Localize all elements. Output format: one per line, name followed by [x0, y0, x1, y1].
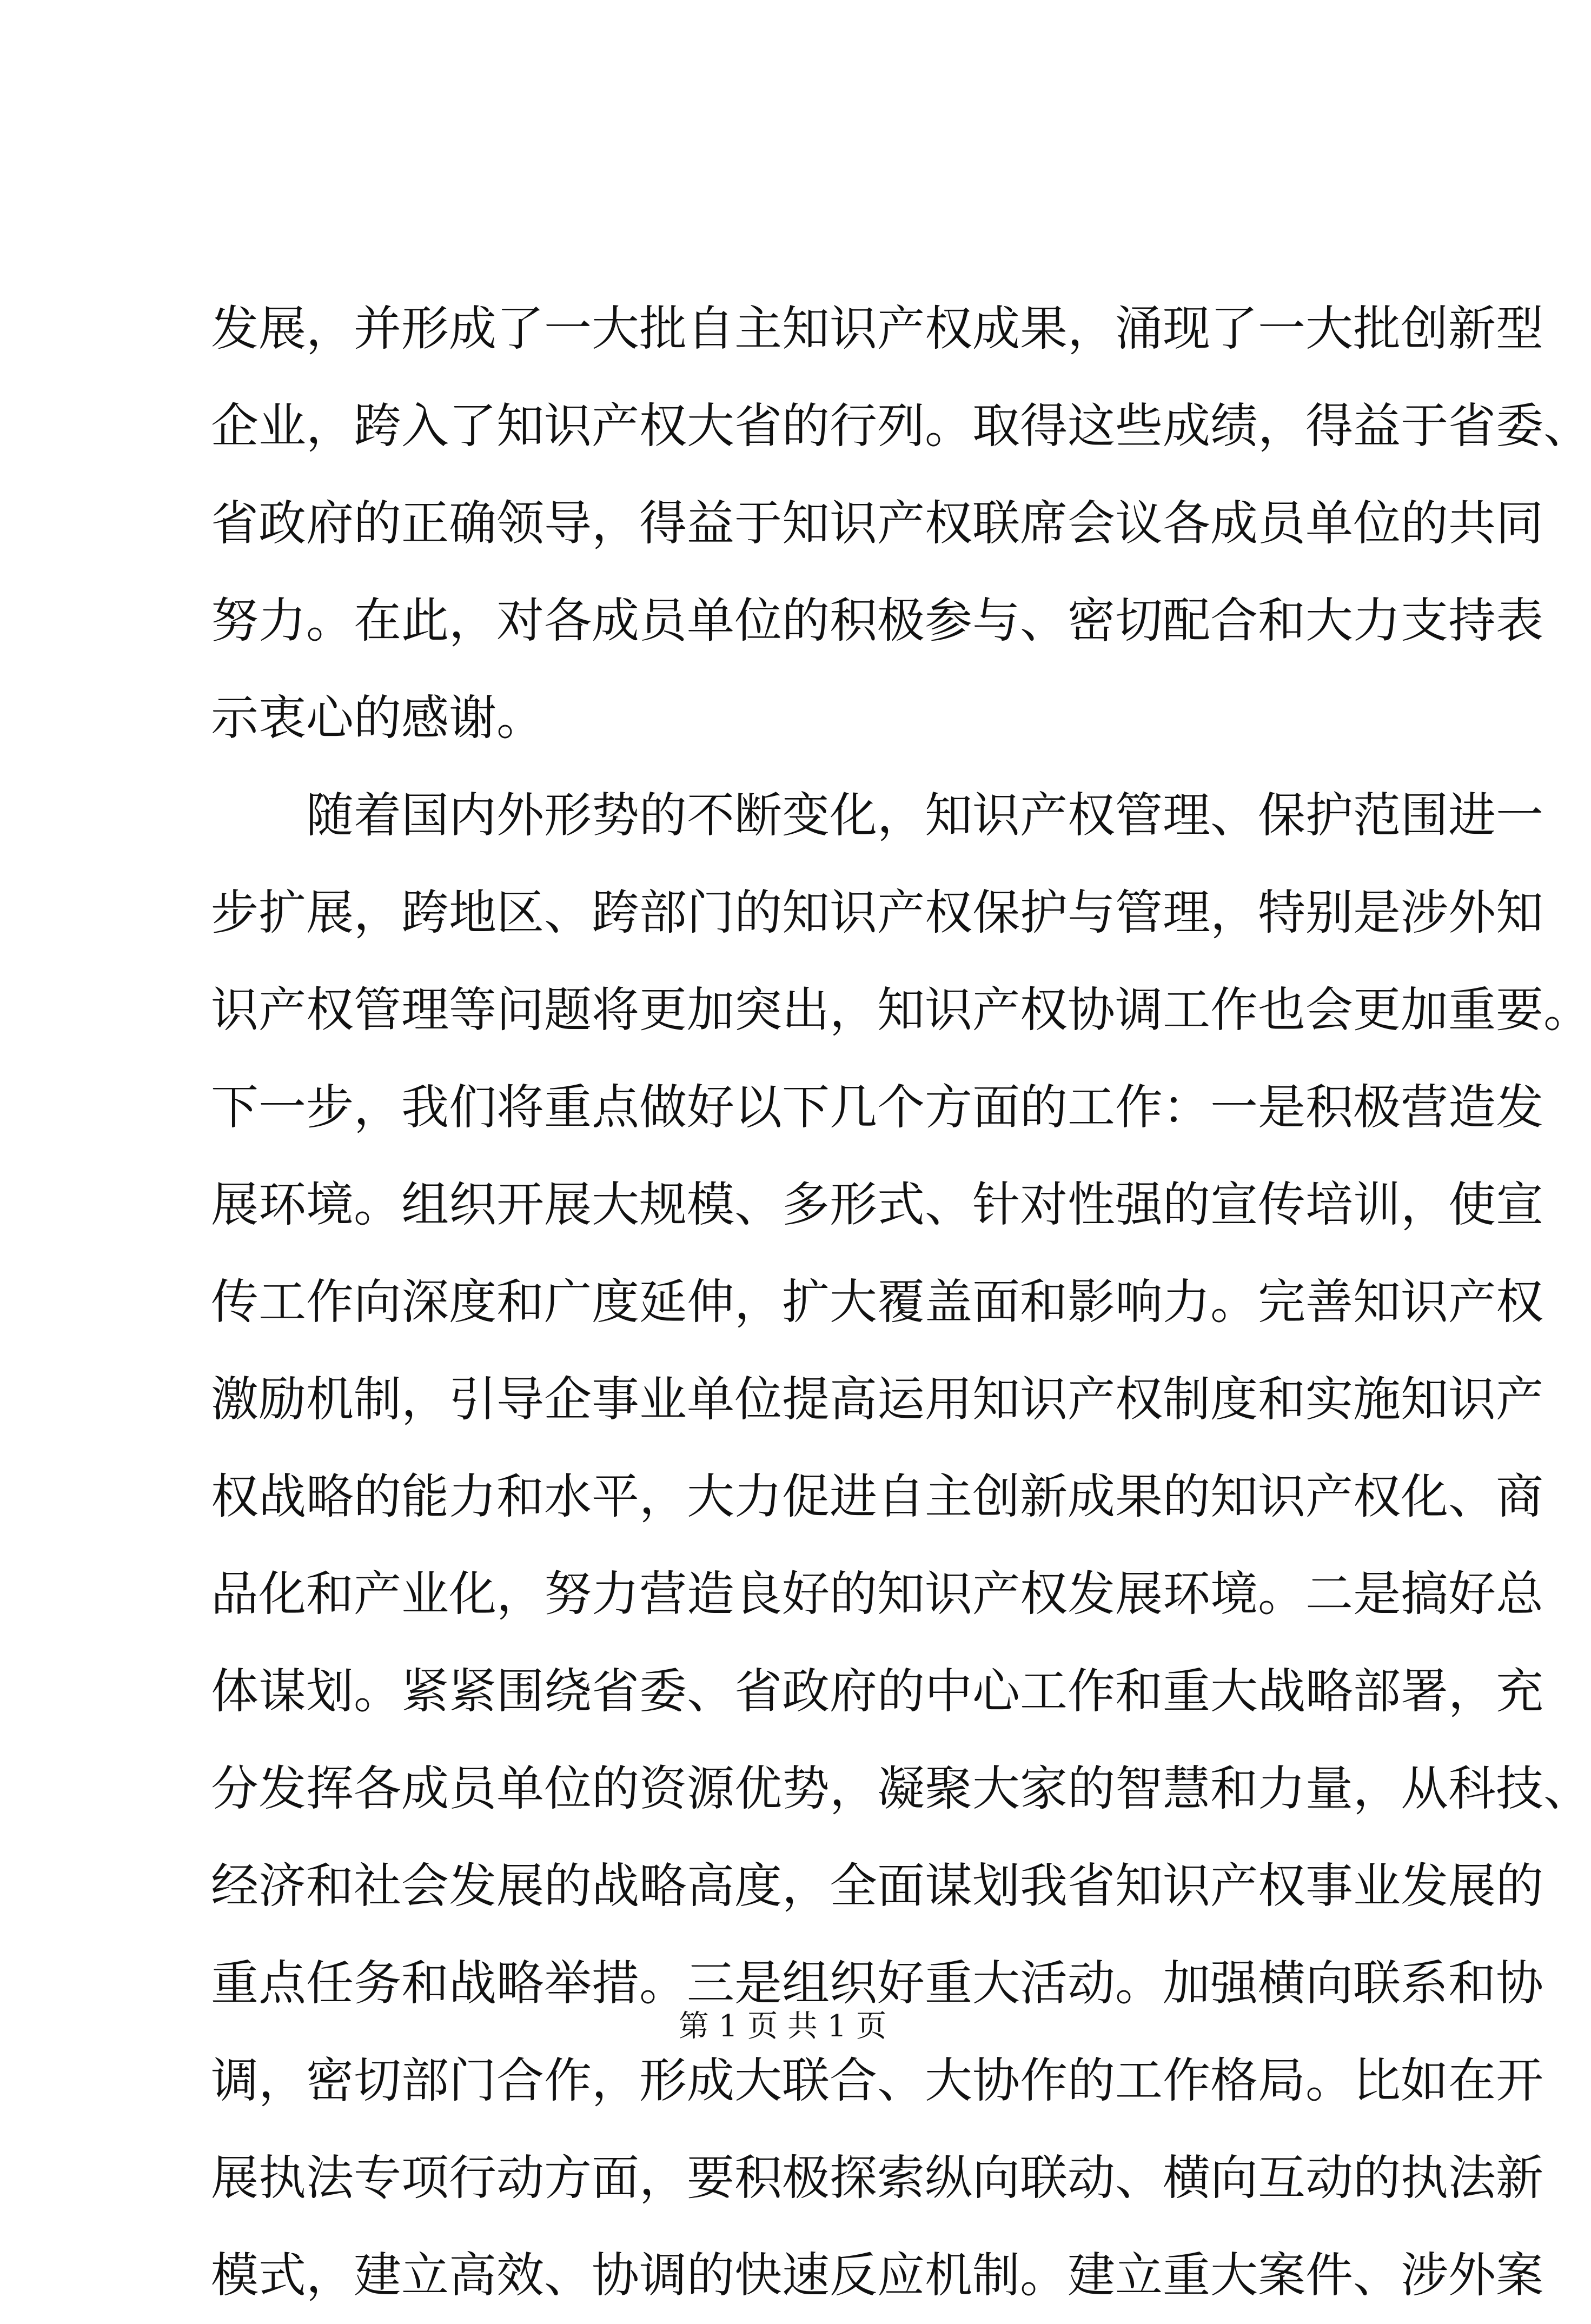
text-line: 激励机制，引导企事业单位提高运用知识产权制度和实施知识产	[211, 1371, 1544, 1427]
text-line: 分发挥各成员单位的资源优势，凝聚大家的智慧和力量，从科技、	[211, 1761, 1591, 1816]
text-line: 随着国内外形势的不断变化，知识产权管理、保护范围进一	[306, 787, 1544, 843]
text-line: 识产权管理等问题将更加突出，知识产权协调工作也会更加重要。	[211, 982, 1591, 1038]
text-line: 展环境。组织开展大规模、多形式、针对性强的宣传培训，使宣	[211, 1177, 1544, 1232]
text-line: 下一步，我们将重点做好以下几个方面的工作：一是积极营造发	[211, 1079, 1544, 1135]
text-line: 传工作向深度和广度延伸，扩大覆盖面和影响力。完善知识产权	[211, 1274, 1544, 1330]
text-line: 模式，建立高效、协调的快速反应机制。建立重大案件、涉外案	[211, 2247, 1544, 2303]
text-line: 步扩展，跨地区、跨部门的知识产权保护与管理，特别是涉外知	[211, 885, 1544, 940]
text-line: 重点任务和战略举措。三是组织好重大活动。加强横向联系和协	[211, 1955, 1544, 2011]
page-number-footer: 第 1 页 共 1 页	[678, 2009, 887, 2044]
text-line: 经济和社会发展的战略高度，全面谋划我省知识产权事业发展的	[211, 1858, 1544, 1914]
text-line: 发展，并形成了一大批自主知识产权成果，涌现了一大批创新型	[211, 301, 1544, 356]
text-line: 企业，跨入了知识产权大省的行列。取得这些成绩，得益于省委、	[211, 398, 1591, 454]
text-line: 权战略的能力和水平，大力促进自主创新成果的知识产权化、商	[211, 1469, 1544, 1524]
text-line: 品化和产业化，努力营造良好的知识产权发展环境。二是搞好总	[211, 1566, 1544, 1622]
text-line: 示衷心的感谢。	[211, 690, 545, 746]
text-line: 调，密切部门合作，形成大联合、大协作的工作格局。比如在开	[211, 2053, 1544, 2108]
text-line: 体谋划。紧紧围绕省委、省政府的中心工作和重大战略部署，充	[211, 1663, 1544, 1719]
text-line: 努力。在此，对各成员单位的积极参与、密切配合和大力支持表	[211, 593, 1544, 648]
text-line: 省政府的正确领导，得益于知识产权联席会议各成员单位的共同	[211, 495, 1544, 551]
text-line: 展执法专项行动方面，要积极探索纵向联动、横向互动的执法新	[211, 2150, 1544, 2206]
